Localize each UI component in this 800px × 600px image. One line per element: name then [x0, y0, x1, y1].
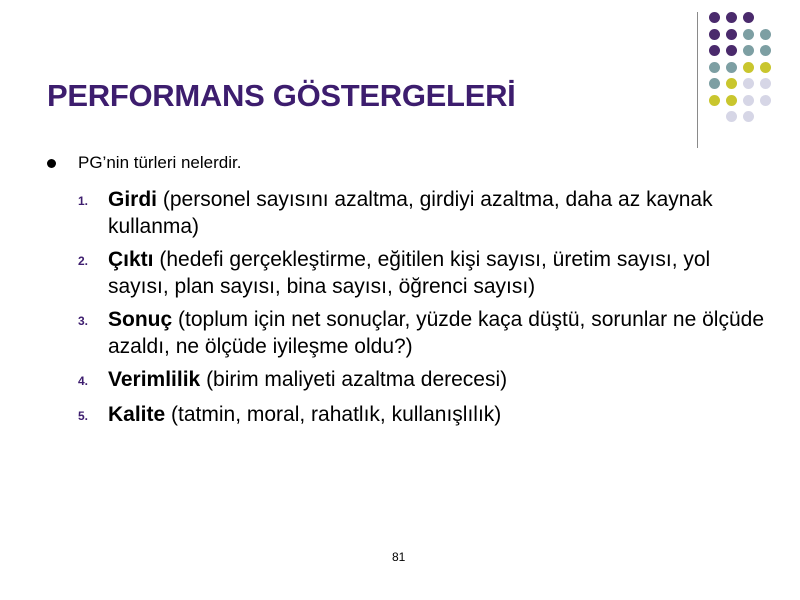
list-description: (toplum için net sonuçlar, yüzde kaça düştü, sorunlar ne ölçüde azaldı, ne ölçüde iyileşme oldu?)	[108, 308, 765, 358]
list-number: 1.	[78, 194, 89, 208]
dot-grid-decoration	[709, 12, 789, 128]
list-term: Çıktı	[108, 248, 154, 271]
list-text	[108, 306, 768, 360]
page-number: 81	[392, 550, 406, 564]
decor-dot	[726, 29, 737, 40]
list-description: (birim maliyeti azaltma derecesi)	[200, 368, 508, 391]
decor-dot	[760, 45, 771, 56]
decor-dot	[760, 62, 771, 73]
list-description: (hedefi gerçekleştirme, eğitilen kişi sayısı, üretim sayısı, yol sayısı, plan sayısı, bina sayısı, öğrenci sayısı)	[108, 248, 711, 298]
decor-dot	[709, 29, 720, 40]
list-item-girdi	[78, 186, 768, 240]
decor-dot	[760, 95, 771, 106]
list-text	[108, 366, 768, 395]
decor-dot	[743, 29, 754, 40]
decor-dot	[743, 78, 754, 89]
decor-dot	[726, 45, 737, 56]
decor-dot	[726, 62, 737, 73]
list-text	[108, 186, 768, 240]
decor-dot	[709, 95, 720, 106]
numbered-list	[78, 186, 768, 436]
list-description: (tatmin, moral, rahatlık, kullanışlılık)	[165, 403, 502, 426]
list-term: Kalite	[108, 403, 166, 426]
slide-title: PERFORMANS GÖSTERGELERİ	[47, 78, 516, 113]
decor-dot	[743, 111, 754, 122]
decor-dot	[743, 62, 754, 73]
decor-dot	[726, 111, 737, 122]
decor-dot	[709, 12, 720, 23]
list-number: 5.	[78, 409, 89, 423]
vertical-divider	[697, 12, 698, 148]
decor-dot	[726, 12, 737, 23]
decor-dot	[726, 95, 737, 106]
list-number: 4.	[78, 374, 89, 388]
list-term: Girdi	[108, 188, 158, 211]
bullet-item	[47, 153, 241, 173]
decor-dot	[743, 95, 754, 106]
list-item-kalite	[78, 401, 768, 430]
list-term: Verimlilik	[108, 368, 201, 391]
list-item-sonuc	[78, 306, 768, 360]
bullet-icon	[47, 159, 56, 168]
decor-dot	[760, 29, 771, 40]
list-item-verimlilik	[78, 366, 768, 395]
list-number: 2.	[78, 254, 89, 268]
list-term: Sonuç	[108, 308, 173, 331]
list-description: (personel sayısını azaltma, girdiyi azaltma, daha az kaynak kullanma)	[108, 188, 713, 238]
bullet-text: PG’nin türleri nelerdir.	[78, 153, 242, 172]
list-text	[108, 246, 768, 300]
decor-dot	[709, 78, 720, 89]
list-item-cikti	[78, 246, 768, 300]
decor-dot	[709, 45, 720, 56]
decor-dot	[726, 78, 737, 89]
decor-dot	[760, 78, 771, 89]
list-number: 3.	[78, 314, 89, 328]
decor-dot	[709, 62, 720, 73]
decor-dot	[743, 12, 754, 23]
decor-dot	[743, 45, 754, 56]
list-text	[108, 401, 768, 430]
